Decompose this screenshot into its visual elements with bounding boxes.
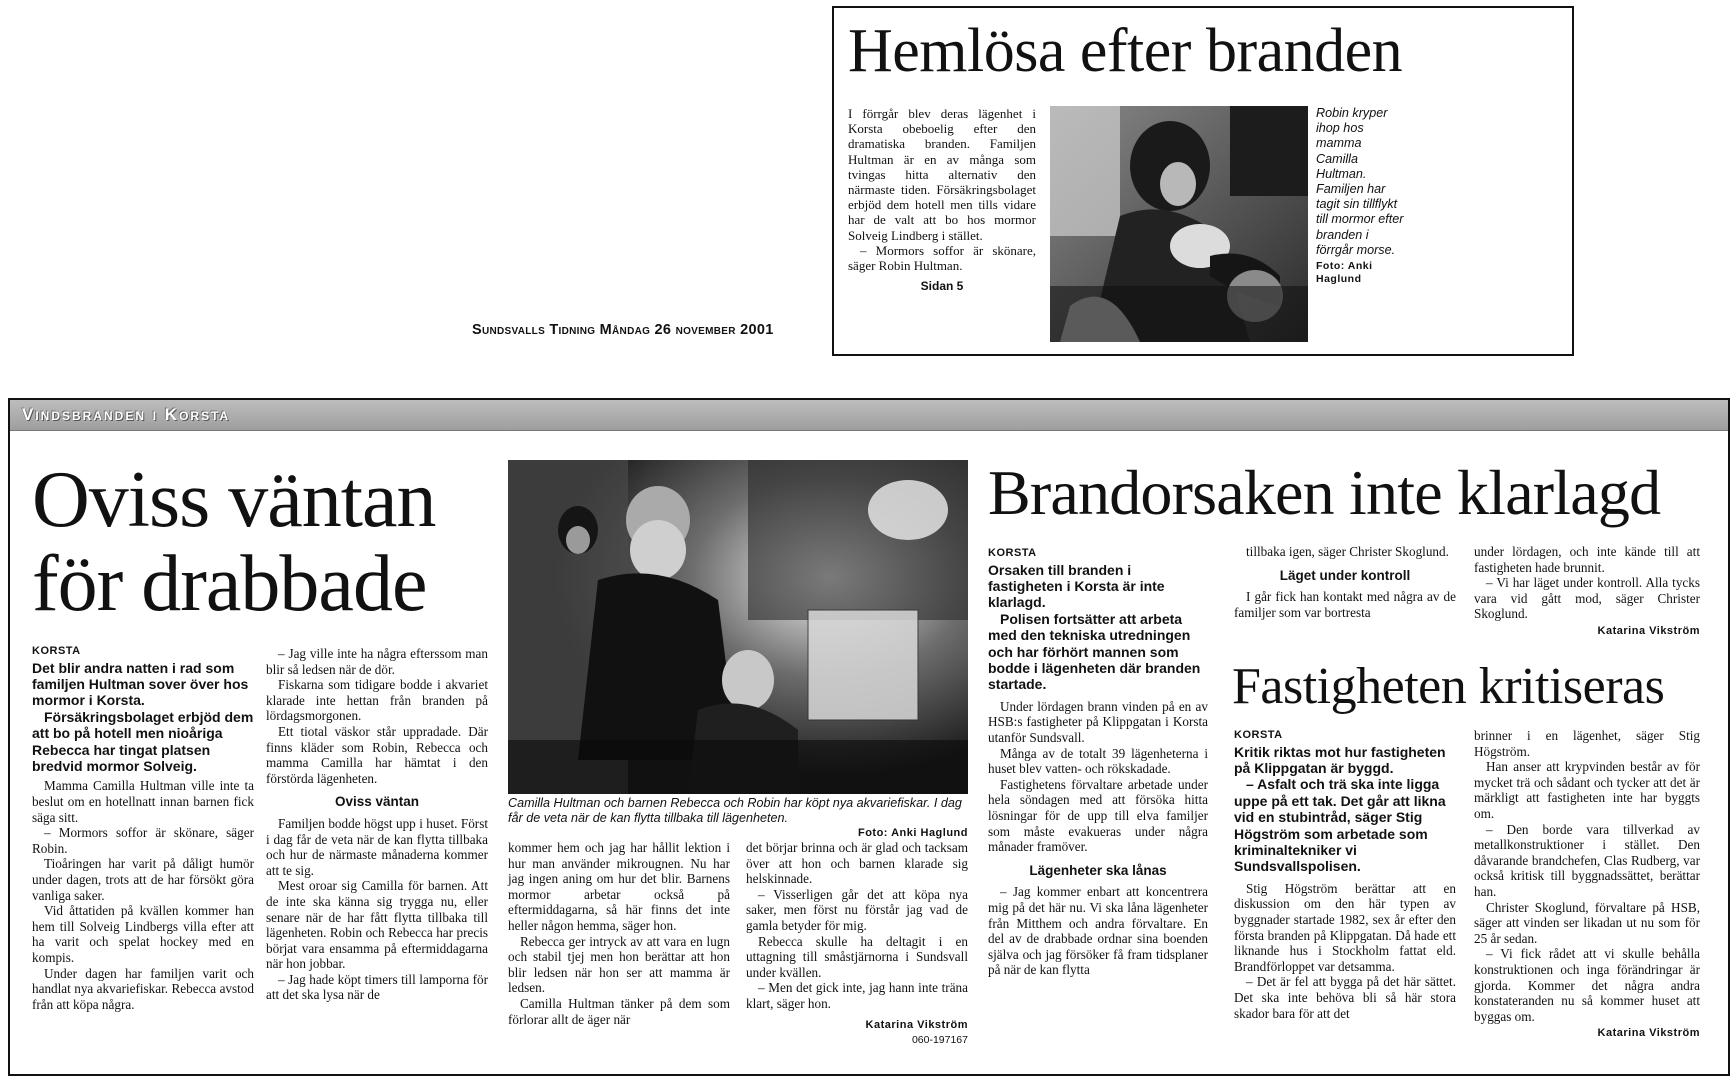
article2-headline: Brandorsaken inte klarlagd <box>988 457 1661 528</box>
article2-col3: under lördagen, och inte kände till att fastigheten hade brunnit. – Vi har läget under kontroll. Alla tycks vara vid gått mod, säger Christer Skoglund. Katarina Vikström <box>1474 544 1700 640</box>
article3-byline: Katarina Vikström <box>1597 1027 1700 1040</box>
article3-lead: Kritik riktas mot hur fastigheten på Klippgatan är byggd. – Asfalt och trä ska inte ligga uppe på ett tak. Det går att likna vid en stubintråd, säger Stig Högström som arbetade som kriminaltekniker vi Sundsvallspolisen. <box>1234 743 1446 875</box>
article1-headline: Oviss väntan för drabbade <box>32 456 436 628</box>
teaser-photo <box>1050 106 1308 342</box>
teaser-page-ref: Sidan 5 <box>920 279 964 294</box>
article1-lead: Det blir andra natten i rad som familjen Hultman sover över hos mormor i Korsta. Försäkringsbolaget erbjöd dem att bo på hotell men nioåriga Rebecca har tingat platsen bredvid mormor Solveig. <box>32 659 254 775</box>
teaser-body: I förrgår blev deras lägenhet i Korsta obeboelig efter den dramatiska branden. Familjen Hultman är en av många som tvingas hitta alternativ den närmaste tiden. Försäkringsbolaget erbjöd dem hotell men tills vidare har de valt att bo hos mormor Solveig Lindberg i stället. – Mormors soffor är skönare, säger Robin Hultman. Sidan 5 <box>848 106 1036 294</box>
article2-lead: Orsaken till branden i fastigheten i Korsta är inte klarlagd. Polisen fortsätter att arbeta med den tekniska utredningen och har förhört mannen som bodde i lägenheten där branden startade. <box>988 561 1201 693</box>
article1-subhead: Oviss väntan <box>334 794 420 810</box>
article1-phone: 060-197167 <box>911 1034 968 1047</box>
article1-photo-credit: Foto: Anki Haglund <box>857 827 968 840</box>
article1-photo <box>508 460 968 794</box>
article1-photo-caption: Camilla Hultman och barnen Rebecca och Robin har köpt nya akvariefiskar. I dag får de veta när de kan flytta tillbaka till lägenheten. Foto: Anki Haglund <box>508 796 968 842</box>
article1-col4: det börjar brinna och är glad och tacksam över att hon och barnen klarade sig helskinnade. – Visserligen går det att köpa nya saker, men först nu förstår jag vad de gamla betyder för mig. Rebecca skulle ha deltagit i en uttagning till småstjärnorna i Sundsvall under kvällen. – Men det gick inte, jag hann inte träna klart, säger hon. Katarina Vikström 060-197167 <box>746 840 968 1049</box>
article2-subhead1: Lägenheter ska lånas <box>1029 862 1167 878</box>
article1-col1: KORSTA Det blir andra natten i rad som familjen Hultman sover över hos mormor i Korsta. Försäkringsbolaget erbjöd dem att bo på hotell men nioåriga Rebecca har tingat platsen bredvid mormor Solveig. Mamma Camilla Hultman ville inte ta beslut om en hotellnatt innan barnen fick säga sitt. – Mormors soffor är skönare, säger Robin. Tioåringen har varit på dåligt humör under dagen, trots att de har försökt göra vanliga saker. Vid åttatiden på kvällen kommer han hem till Solveig Lindbergs villa efter att ha varit och spelat hockey med en kompis. Under dagen har familjen varit och handlat nya akvariefiskar. Rebecca avstod från att köpa några. <box>32 645 254 1012</box>
article1-col3: kommer hem och jag har hållit lektion i hur man använder mikrougnen. Nu har jag ingen aning om hur det blir. Barnens mormor arbetar också på eftermiddagarna, så här finns det inte heller någon hemma, säger hon. Rebecca ger intryck av att vara en lugn och stabil tjej men hon berättar att hon blir ledsen när hon ser att mamma är ledsen. Camilla Hultman tänker på dem som förlorar allt de äger när <box>508 840 730 1027</box>
teaser-caption: Robin kryper ihop hos mamma Camilla Hultman. Familjen har tagit sin tillflykt till mormor efter branden i förrgår morse. Foto: Anki Haglund <box>1316 106 1406 286</box>
article2-subhead2: Läget under kontroll <box>1279 567 1411 583</box>
article1-byline: Katarina Vikström <box>865 1018 968 1031</box>
article3-col1: KORSTA Kritik riktas mot hur fastigheten på Klippgatan är byggd. – Asfalt och trä ska inte ligga uppe på ett tak. Det går att likna vid en stubintråd, säger Stig Högström som arbetade som kriminaltekniker vi Sundsvallspolisen. Stig Högström berättar att en diskussion om den här typen av byggnader startade 1982, sex år efter den första branden på Klippgatan. Då hade ett liknande hus i Stockholm fattat eld. Brandförloppet var detsamma. – Det är fel att bygga på det här sättet. Det ska inte behöva bli så här stora skador bara för att det <box>1234 729 1456 1021</box>
article2-col2: tillbaka igen, säger Christer Skoglund. Läget under kontroll I går fick han kontakt med några av de familjer som var bortresta <box>1234 544 1456 620</box>
teaser-photo-credit: Foto: Anki Haglund <box>1316 260 1373 286</box>
article1-col2: – Jag ville inte ha några efterssom man blir så ledsen när de dör. Fiskarna som tidigare bodde i akvariet klarade inte hettan från branden på lördagsmorgonen. Ett tiotal väskor står uppradade. Där finns kläder som Robin, Rebecca och mamma Camilla har hämtat i den förstörda lägenheten. Oviss väntan Familjen bodde högst upp i huset. Först i dag får de veta när de kan flytta tillbaka och hur de närmaste månaderna kommer att te sig. Mest oroar sig Camilla för barnen. Att de inte ska känna sig trygga nu, eller senare när de har fått flytta tillbaka till lägenheten. Robin och Rebecca har precis börjat vara ensamma på eftermiddagarna när hon jobbar. – Jag hade köpt timers till lamporna för att det ska lysa när de <box>266 646 488 1003</box>
article2-col1: KORSTA Orsaken till branden i fastigheten i Korsta är inte klarlagd. Polisen fortsätter att arbeta med den tekniska utredningen och har förhört mannen som bodde i lägenheten där branden startade. Under lördagen brann vinden på en av HSB:s fastigheter på Klippgatan i Korsta utanför Sundsvall. Många av de totalt 39 lägenheterna i huset blev vatten- och rökskadade. Fastighetens förvaltare arbetade under hela söndagen med att försöka hitta lösningar för de upp till elva familjer som måste evakueras under några månader framöver. Lägenheter ska lånas – Jag kommer enbart att koncentrera mig på det här nu. Vi ska låna lägenheter från Mitthem och andra förvaltare. En del av de drabbade ordnar sina boenden själva och jag försöker få fram tidsplaner på när de kan flytta <box>988 547 1208 978</box>
article3-col2: brinner i en lägenhet, säger Stig Högström. Han anser att krypvinden består av för mycket trä och sådant och tycker att det är märkligt att fastigheten inte har byggts om. – Den borde vara tillverkad av metallkonstruktioner i stället. Den dåvarande brandchefen, Clas Rudberg, var också kritisk till byggnadssättet, berättar han. Christer Skoglund, förvaltare på HSB, säger att vinden ser likadan ut nu som för 25 år sedan. – Vi fick rådet att vi skulle behålla konstruktionen och inga förändringar är gjorda. Kommer det några andra konstateranden nu så kommer huset att byggas om. Katarina Vikström <box>1474 728 1700 1042</box>
article1-dateline: KORSTA <box>32 645 81 657</box>
article3-headline: Fastigheten kritiseras <box>1232 658 1665 715</box>
teaser-box <box>832 6 1574 356</box>
article3-dateline: KORSTA <box>1234 729 1283 741</box>
teaser-photo-image <box>1050 106 1308 342</box>
teaser-headline: Hemlösa efter branden <box>848 17 1403 85</box>
section-banner-label: Vindsbranden i Korsta <box>22 405 231 424</box>
article2-byline: Katarina Vikström <box>1597 624 1700 637</box>
masthead-dateline: Sundsvalls Tidning Måndag 26 november 2001 <box>472 322 774 338</box>
article1-photo-image <box>508 460 968 794</box>
article2-dateline: KORSTA <box>988 547 1037 559</box>
section-banner <box>10 400 1728 431</box>
